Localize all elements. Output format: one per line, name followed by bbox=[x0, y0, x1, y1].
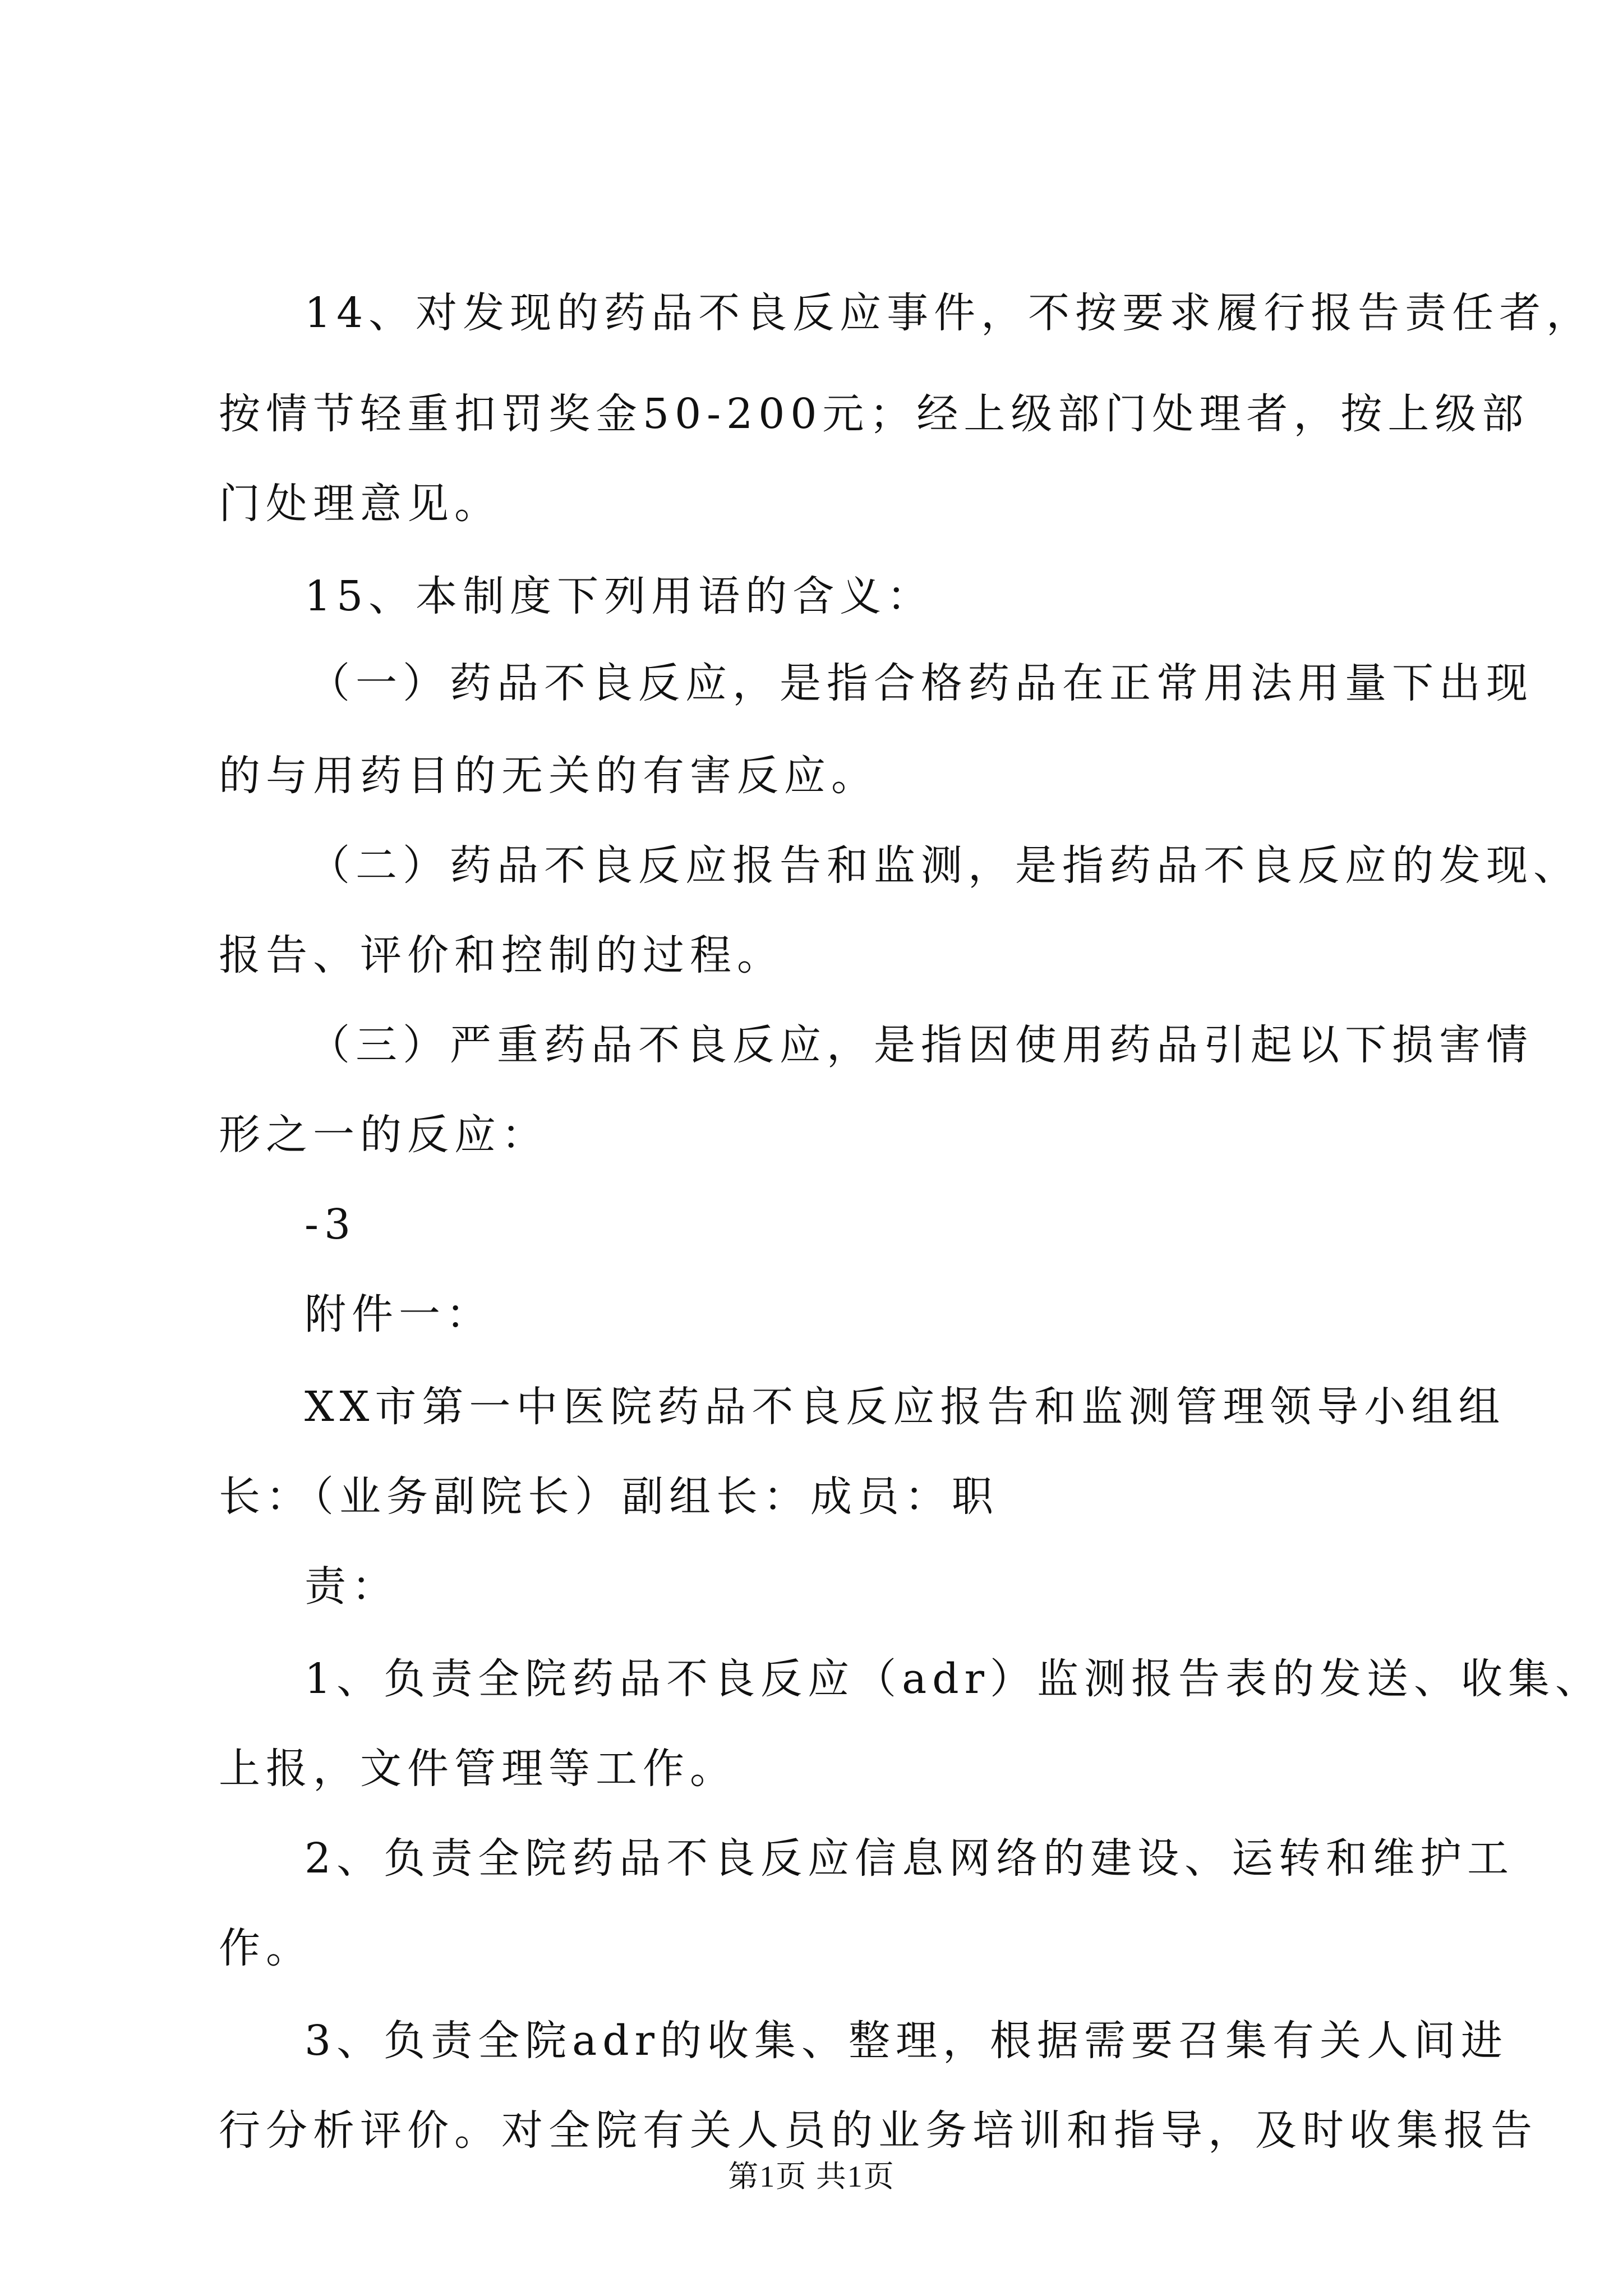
text-line: 门处理意见。 bbox=[219, 480, 501, 528]
text-line: 长：（业务副院长）副组长：成员：职 bbox=[219, 1473, 999, 1521]
page-marker: -3 bbox=[305, 1200, 357, 1249]
text-line: 形之一的反应： bbox=[219, 1111, 548, 1159]
attachment-heading: 附件一： bbox=[305, 1290, 493, 1338]
text-line: 行分析评价。对全院有关人员的业务培训和指导，及时收集报告 bbox=[219, 2106, 1538, 2155]
text-line: 15、本制度下列用语的含义： bbox=[305, 572, 934, 620]
text-line: 3、负责全院adr的收集、整理，根据需要召集有关人间进 bbox=[305, 2017, 1508, 2065]
text-line: （一）药品不良反应，是指合格药品在正常用法用量下出现 bbox=[308, 659, 1533, 707]
page-footer: 第1页 共1页 bbox=[728, 2160, 895, 2193]
text-line: 报告、评价和控制的过程。 bbox=[219, 931, 784, 979]
text-line: XX市第一中医院药品不良反应报告和监测管理领导小组组 bbox=[305, 1383, 1506, 1431]
text-line: 的与用药目的无关的有害反应。 bbox=[219, 752, 878, 800]
text-line: 按情节轻重扣罚奖金50-200元；经上级部门处理者，按上级部 bbox=[219, 390, 1529, 438]
text-line: 上报，文件管理等工作。 bbox=[219, 1745, 737, 1793]
text-line: 作。 bbox=[219, 1924, 313, 1972]
text-line: 1、负责全院药品不良反应（adr）监测报告表的发送、收集、 bbox=[305, 1655, 1602, 1703]
text-line: 2、负责全院药品不良反应信息网络的建设、运转和维护工 bbox=[305, 1834, 1515, 1883]
text-line: （二）药品不良反应报告和监测，是指药品不良反应的发现、 bbox=[308, 841, 1580, 890]
text-line: （三）严重药品不良反应，是指因使用药品引起以下损害情 bbox=[308, 1021, 1533, 1069]
text-line: 14、对发现的药品不良反应事件，不按要求履行报告责任者， bbox=[305, 289, 1594, 337]
text-line: 责： bbox=[305, 1562, 399, 1611]
